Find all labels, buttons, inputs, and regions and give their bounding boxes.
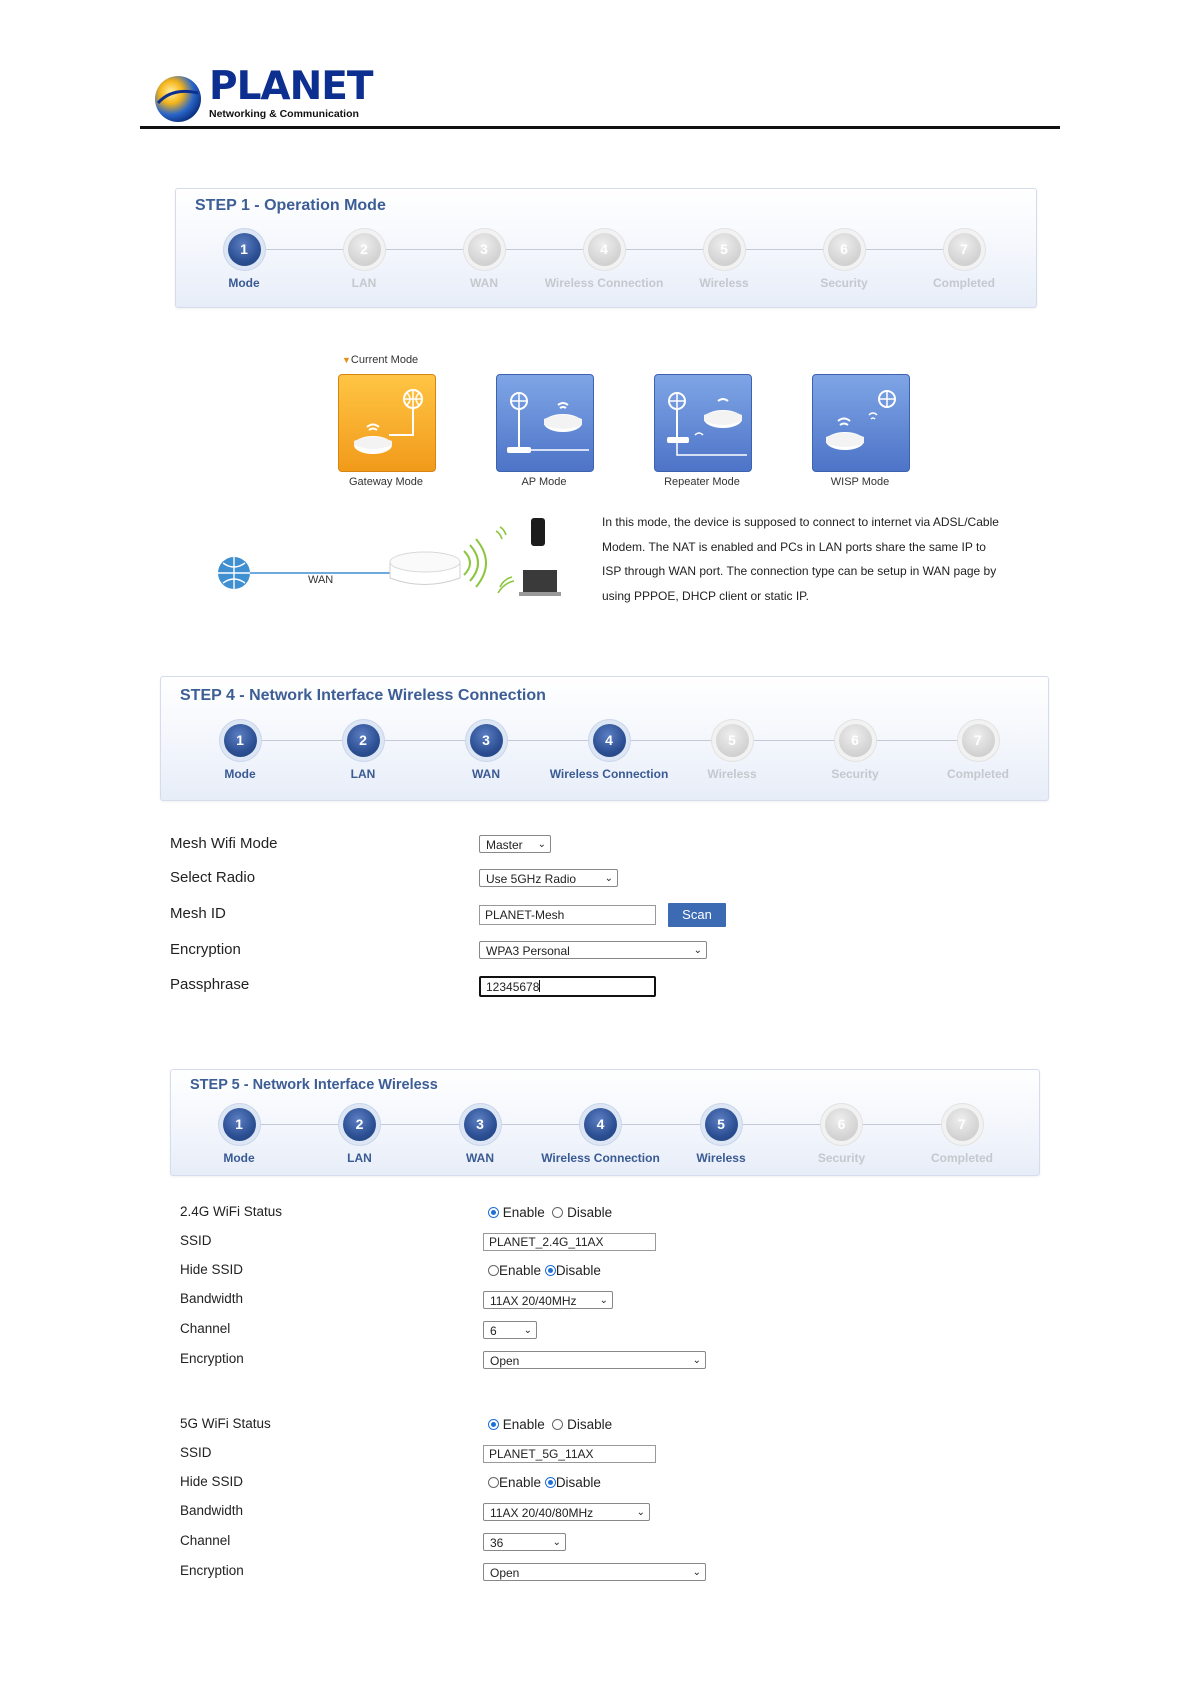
step-number-circle: 5 xyxy=(716,724,749,757)
gateway-topology-diagram xyxy=(214,515,574,615)
chevron-down-icon: ⌄ xyxy=(552,1537,561,1548)
current-mode-marker: ▼Current Mode xyxy=(342,354,419,366)
panel-title: STEP 1 - Operation Mode xyxy=(195,197,386,214)
radio-label: Disable xyxy=(555,1263,601,1278)
step-label: LAN xyxy=(350,767,376,781)
step5-panel xyxy=(170,1069,1040,1176)
band5-channel-label: Channel xyxy=(180,1533,231,1548)
step-number-circle: 4 xyxy=(584,1108,617,1141)
radio-label: Enable xyxy=(499,1263,542,1278)
step-number-circle: 5 xyxy=(705,1108,738,1141)
step-item xyxy=(667,724,797,781)
step-label: Wireless xyxy=(699,276,749,290)
mode-description xyxy=(602,510,1022,608)
repeater-mode-icon xyxy=(655,375,751,471)
encryption-value: WPA3 Personal xyxy=(486,944,570,958)
step-label: LAN xyxy=(347,1151,372,1165)
step-label: WAN xyxy=(470,276,498,290)
band5-bandwidth-label: Bandwidth xyxy=(180,1503,244,1518)
band24-status-label: 2.4G WiFi Status xyxy=(180,1204,283,1219)
band5-hide-ssid-radios xyxy=(488,1475,601,1490)
step-item xyxy=(777,1108,907,1165)
band24-channel-select[interactable] xyxy=(483,1321,537,1339)
encryption-select[interactable] xyxy=(479,941,707,959)
band24-hide-ssid-radios xyxy=(488,1263,601,1278)
band5-status-disable-radio[interactable] xyxy=(552,1419,563,1430)
step-number-circle: 1 xyxy=(224,724,257,757)
step-number-circle: 3 xyxy=(470,724,503,757)
step-number-circle: 7 xyxy=(962,724,995,757)
band5-channel-select[interactable] xyxy=(483,1533,566,1551)
mode-label-wisp: WISP Mode xyxy=(830,476,890,488)
band24-bandwidth-select[interactable] xyxy=(483,1291,613,1309)
step-item xyxy=(790,724,920,781)
mode-label-gateway: Gateway Mode xyxy=(349,476,423,488)
radio-label: Enable xyxy=(502,1205,545,1220)
radio-label: Enable xyxy=(502,1417,545,1432)
band5-encryption-value: Open xyxy=(490,1566,520,1580)
chevron-down-icon: ⌄ xyxy=(604,873,613,884)
radio-label: Enable xyxy=(499,1475,542,1490)
chevron-down-icon: ⌄ xyxy=(693,945,702,956)
band5-bandwidth-value: 11AX 20/40/80MHz xyxy=(490,1506,594,1520)
select-radio-value: Use 5GHz Radio xyxy=(486,872,577,886)
step-item xyxy=(913,724,1043,781)
step-label: Wireless Connection xyxy=(549,767,669,781)
router-device-icon xyxy=(390,552,460,585)
step-number-circle: 2 xyxy=(343,1108,376,1141)
band5-bandwidth-select[interactable] xyxy=(483,1503,650,1521)
ap-mode-icon xyxy=(497,375,593,471)
step-item xyxy=(779,233,909,290)
step-progress xyxy=(171,1108,1039,1168)
description-line: ISP through WAN port. The connection type can be setup in WAN page by xyxy=(602,564,997,578)
description-line: using PPPOE, DHCP client or static IP. xyxy=(602,588,809,603)
panel-title: STEP 5 - Network Interface Wireless xyxy=(190,1077,438,1093)
step-label: Mode xyxy=(223,1151,255,1165)
step-number-circle: 6 xyxy=(825,1108,858,1141)
encryption-label: Encryption xyxy=(170,941,241,958)
band5-hide-ssid-label: Hide SSID xyxy=(180,1474,244,1489)
step-item xyxy=(899,233,1029,290)
step-label: Completed xyxy=(930,1151,993,1165)
step-label: Security xyxy=(817,1151,866,1165)
step-label: Completed xyxy=(946,767,1009,781)
step-number-circle: 6 xyxy=(839,724,872,757)
band24-hide-ssid-enable-radio[interactable] xyxy=(488,1265,499,1276)
step-number-circle: 4 xyxy=(593,724,626,757)
radio-label: Disable xyxy=(555,1475,601,1490)
step-label: Wireless Connection xyxy=(541,1151,660,1165)
wisp-mode-icon xyxy=(813,375,909,471)
planet-logo xyxy=(152,64,373,126)
ap-mode-card[interactable] xyxy=(496,374,594,472)
step-item xyxy=(536,1108,666,1165)
band5-status-enable-radio[interactable] xyxy=(488,1419,499,1430)
select-radio-select[interactable] xyxy=(479,869,618,887)
band5-ssid-label: SSID xyxy=(180,1445,212,1460)
band24-status-disable-radio[interactable] xyxy=(552,1207,563,1218)
step-label: Security xyxy=(831,767,879,781)
chevron-down-icon: ⌄ xyxy=(523,1325,532,1336)
scan-button[interactable]: Scan xyxy=(668,903,726,927)
step-label: Wireless xyxy=(707,767,757,781)
step-item xyxy=(897,1108,1027,1165)
chevron-down-icon: ⌄ xyxy=(692,1355,701,1366)
step-item xyxy=(415,1108,545,1165)
radio-label: Disable xyxy=(567,1417,613,1432)
step-number-circle: 5 xyxy=(708,233,741,266)
step-item xyxy=(421,724,551,781)
step-label: Wireless xyxy=(696,1151,746,1165)
band5-status-radios xyxy=(488,1417,612,1432)
step-item xyxy=(539,233,669,290)
passphrase-input[interactable] xyxy=(479,976,656,997)
wifi-waves-icon xyxy=(464,539,486,587)
mesh-id-label: Mesh ID xyxy=(170,905,226,922)
passphrase-value: 12345678 xyxy=(486,980,540,994)
repeater-mode-card[interactable] xyxy=(654,374,752,472)
mode-label-ap: AP Mode xyxy=(521,476,567,488)
chevron-down-icon: ⌄ xyxy=(636,1507,645,1518)
step-item xyxy=(295,1108,425,1165)
step-number-circle: 1 xyxy=(223,1108,256,1141)
step-progress xyxy=(176,233,1036,293)
mode-label-repeater: Repeater Mode xyxy=(664,476,740,488)
mesh-wifi-mode-select[interactable] xyxy=(479,835,551,853)
step-item xyxy=(299,233,429,290)
chevron-down-icon: ⌄ xyxy=(692,1567,701,1578)
step4-panel xyxy=(160,676,1049,801)
logo-name: PLANET xyxy=(209,64,373,109)
laptop-icon xyxy=(498,570,561,596)
step-item xyxy=(544,724,674,781)
step-number-circle: 1 xyxy=(228,233,261,266)
phone-icon xyxy=(496,518,545,546)
step-label: Security xyxy=(820,276,868,290)
description-line: In this mode, the device is supposed to connect to internet via ADSL/Cable xyxy=(602,515,999,529)
step-item xyxy=(298,724,428,781)
band24-ssid-input[interactable]: PLANET_2.4G_11AX xyxy=(483,1233,656,1251)
band5-ssid-input[interactable]: PLANET_5G_11AX xyxy=(483,1445,656,1463)
step-label: Mode xyxy=(224,767,256,781)
band24-status-enable-radio[interactable] xyxy=(488,1207,499,1218)
step-number-circle: 2 xyxy=(348,233,381,266)
description-line: Modem. The NAT is enabled and PCs in LAN ports share the same IP to xyxy=(602,539,986,554)
radio-label: Disable xyxy=(567,1205,613,1220)
band5-hide-ssid-disable-radio[interactable] xyxy=(545,1477,556,1488)
step-number-circle: 3 xyxy=(464,1108,497,1141)
step-label: WAN xyxy=(472,767,500,781)
wan-label: WAN xyxy=(308,574,334,586)
passphrase-label: Passphrase xyxy=(170,976,250,993)
gateway-mode-card[interactable] xyxy=(338,374,436,472)
band5-status-label: 5G WiFi Status xyxy=(180,1416,271,1431)
gateway-mode-icon xyxy=(339,375,435,471)
step-item xyxy=(174,1108,304,1165)
band24-bandwidth-label: Bandwidth xyxy=(180,1291,244,1306)
step-number-circle: 7 xyxy=(948,233,981,266)
panel-title: STEP 4 - Network Interface Wireless Connection xyxy=(180,687,546,704)
band24-bandwidth-value: 11AX 20/40MHz xyxy=(490,1294,577,1308)
step-number-circle: 2 xyxy=(347,724,380,757)
mesh-id-input[interactable]: PLANET-Mesh xyxy=(479,905,656,925)
band24-encryption-value: Open xyxy=(490,1354,520,1368)
globe-logo-icon xyxy=(152,73,204,125)
band24-status-radios xyxy=(488,1205,612,1220)
band24-ssid-label: SSID xyxy=(180,1233,212,1248)
step-label: LAN xyxy=(351,276,377,290)
step-item xyxy=(419,233,549,290)
chevron-down-icon: ⌄ xyxy=(599,1295,608,1306)
step-number-circle: 3 xyxy=(468,233,501,266)
step-label: Wireless Connection xyxy=(544,276,664,290)
step-item xyxy=(656,1108,786,1165)
header-divider xyxy=(140,126,1060,129)
band24-hide-ssid-label: Hide SSID xyxy=(180,1262,244,1277)
band5-channel-value: 36 xyxy=(490,1536,504,1550)
chevron-down-icon: ⌄ xyxy=(537,839,546,850)
step-number-circle: 4 xyxy=(588,233,621,266)
step-number-circle: 6 xyxy=(828,233,861,266)
step-label: Completed xyxy=(932,276,995,290)
current-mode-label: Current Mode xyxy=(350,354,419,366)
step-item xyxy=(659,233,789,290)
step-progress xyxy=(161,724,1048,784)
step1-panel xyxy=(175,188,1037,308)
step-number-circle: 7 xyxy=(946,1108,979,1141)
wisp-mode-card[interactable] xyxy=(812,374,910,472)
band5-encryption-label: Encryption xyxy=(180,1563,244,1578)
band5-encryption-select[interactable] xyxy=(483,1563,706,1581)
step-label: Mode xyxy=(228,276,260,290)
band24-encryption-label: Encryption xyxy=(180,1351,244,1366)
step-item xyxy=(175,724,305,781)
band24-channel-value: 6 xyxy=(490,1324,497,1338)
band5-hide-ssid-enable-radio[interactable] xyxy=(488,1477,499,1488)
band24-hide-ssid-disable-radio[interactable] xyxy=(545,1265,556,1276)
text-cursor xyxy=(539,980,540,992)
step-label: WAN xyxy=(466,1151,494,1165)
logo-tagline: Networking & Communication xyxy=(209,108,359,120)
select-radio-label: Select Radio xyxy=(170,869,256,886)
mesh-wifi-mode-label: Mesh Wifi Mode xyxy=(170,835,278,852)
internet-globe-icon xyxy=(218,557,250,589)
band24-channel-label: Channel xyxy=(180,1321,231,1336)
mesh-wifi-mode-value: Master xyxy=(486,838,523,852)
step-item xyxy=(179,233,309,290)
band24-encryption-select[interactable] xyxy=(483,1351,706,1369)
